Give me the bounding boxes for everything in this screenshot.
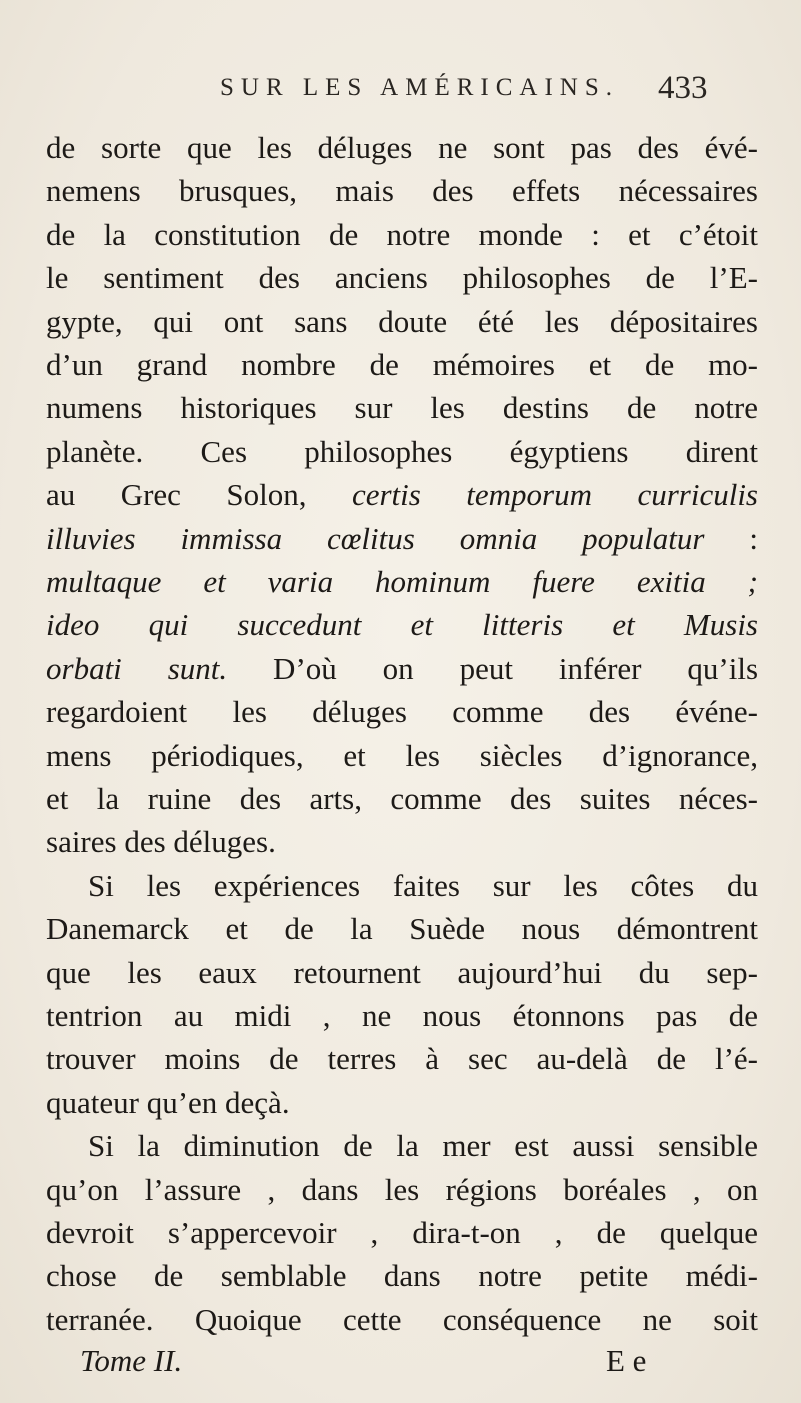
text-run: de sorte que les déluges ne sont pas des évé- [46, 130, 758, 165]
text-run: terranée. Quoique cette conséquence ne soit [46, 1301, 758, 1337]
text-run: qu’on l’assure , dans les régions boréales , on [46, 1171, 758, 1207]
text-run: trouver moins de terres à sec au-delà de l’é- [46, 1041, 758, 1077]
text-run: regardoient les déluges comme des événe- [46, 694, 758, 730]
text-run: Si les expériences faites sur les côtes du [88, 867, 758, 903]
text-run: : [704, 520, 758, 556]
italic-text: ideo qui succedunt et litteris et Musis [46, 607, 758, 643]
text-run: nemens brusques, mais des effets nécessaires [46, 173, 758, 209]
text-run: planète. Ces philosophes égyptiens dirent [46, 433, 758, 469]
text-run: numens historiques sur les destins de notre [46, 390, 758, 426]
text-run: d’un grand nombre de mémoires et de mo- [46, 347, 758, 382]
text-run: et la ruine des arts, comme des suites néces- [46, 781, 758, 816]
italic-text: illuvies immissa cœlitus omnia populatur [46, 520, 705, 556]
italic-text: certis temporum curriculis [351, 477, 758, 513]
text-run: quateur qu’en deçà. [46, 1084, 290, 1120]
text-run: gypte, qui ont sans doute été les dépositaires [46, 303, 758, 339]
text-run: mens périodiques, et les siècles d’ignorance, [46, 737, 758, 773]
text-run: D’où on peut inférer qu’ils [227, 650, 759, 686]
page-footer [46, 1338, 758, 1384]
running-head: SUR LES AMÉRICAINS. [219, 74, 619, 101]
page-header [0, 66, 801, 116]
text-run: Danemarck et de la Suède nous démontrent [46, 911, 758, 947]
text-run: Si la diminution de la mer est aussi sensible [88, 1128, 758, 1164]
text-run: que les eaux retournent aujourd’hui du sep- [46, 954, 758, 990]
text-run: au Grec Solon, [46, 477, 352, 513]
text-run: tentrion au midi , ne nous étonnons pas de [46, 998, 758, 1033]
signature-mark: E e [606, 1343, 647, 1378]
text-run: le sentiment des anciens philosophes de l’E- [46, 260, 758, 296]
text-run: de la constitution de notre monde : et c’étoit [46, 216, 758, 252]
italic-text: multaque et varia hominum fuere exitia ; [46, 564, 758, 599]
text-run: saires des déluges. [46, 824, 276, 860]
volume-label: Tome II. [80, 1343, 183, 1378]
text-run: devroit s’appercevoir , dira-t-on , de quelque [46, 1215, 758, 1250]
text-run: chose de semblable dans notre petite médi- [46, 1258, 758, 1294]
italic-text: orbati sunt. [46, 650, 228, 686]
page-number: 433 [658, 70, 708, 106]
